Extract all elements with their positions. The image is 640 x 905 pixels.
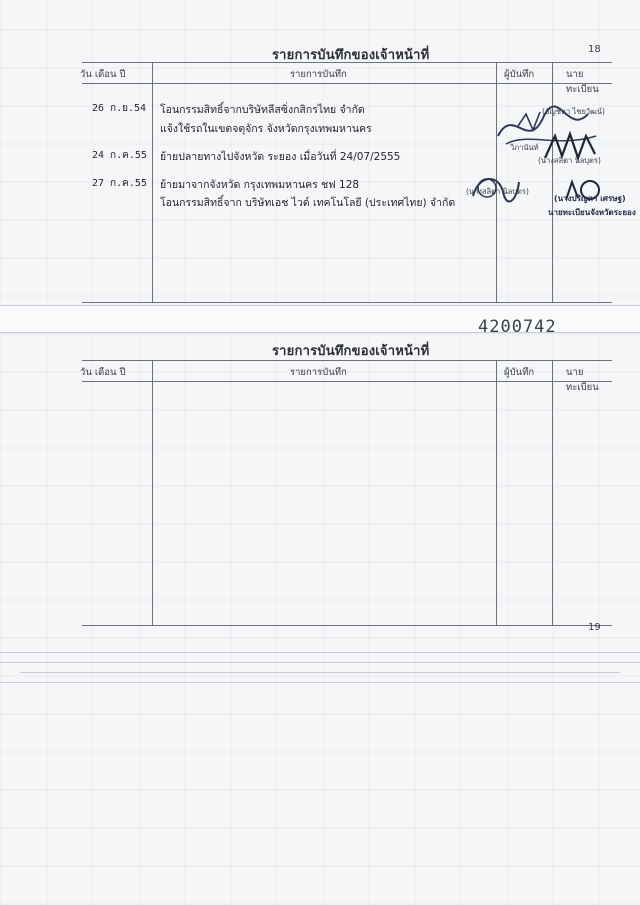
entry-line: โอนกรรมสิทธิ์จากบริษัทลีสซิ่งกสิกรไทย จำกัด: [160, 104, 365, 116]
header-recorder: ผู้บันทึก: [504, 367, 535, 378]
entry-date: 26 ก.ย.54: [92, 103, 147, 114]
entry-date: 24 ก.ค.55: [92, 150, 147, 161]
signature-note: (นางสลิตา นิลบุตร): [538, 156, 601, 165]
signature-note: วิภานันท์: [510, 143, 539, 152]
scan-artifact-line: [0, 662, 640, 663]
header-recorder: ผู้บันทึก: [504, 69, 535, 80]
entry-date: 27 ก.ค.55: [92, 178, 147, 189]
signature-note: (นางสลิตา นิลบุตร): [466, 187, 529, 196]
scan-artifact-line: [0, 682, 640, 683]
bottom-record-table: [82, 360, 612, 626]
header-registrar: นายทะเบียน: [566, 367, 599, 393]
header-date: วัน เดือน ปี: [80, 367, 126, 378]
header-date: วัน เดือน ปี: [80, 69, 126, 80]
registrar-name-stamp: (นางปริญดา เศรษฐ): [554, 194, 626, 203]
top-section-title: รายการบันทึกของเจ้าหน้าที่: [272, 48, 430, 63]
top-page-number: 18: [588, 44, 601, 55]
registrar-title-stamp: นายทะเบียนจังหวัดระยอง: [548, 208, 636, 217]
serial-number: 4200742: [478, 317, 557, 337]
entry-line: แจ้งใช้รถในเขตจตุจักร จังหวัดกรุงเทพมหานคร: [160, 123, 372, 135]
bottom-page-number: 19: [588, 622, 601, 633]
signature-note: (อัญชนา ไชยวัฒน์): [542, 107, 605, 116]
header-record: รายการบันทึก: [290, 367, 347, 378]
scan-artifact-line: [0, 652, 640, 653]
header-record: รายการบันทึก: [290, 69, 347, 80]
entry-line: โอนกรรมสิทธิ์จาก บริษัทเอช ไวด์ เทคโนโลยี (ประเทศไทย) จำกัด: [160, 197, 456, 209]
entry-line: ย้ายปลายทางไปจังหวัด ระยอง เมื่อวันที่ 24/07/2555: [160, 151, 401, 163]
scan-artifact-line: [20, 672, 620, 673]
entry-line: ย้ายมาจากจังหวัด กรุงเทพมหานคร ชฟ 128: [160, 179, 360, 191]
header-registrar: นายทะเบียน: [566, 69, 599, 95]
bottom-section-title: รายการบันทึกของเจ้าหน้าที่: [272, 344, 430, 359]
